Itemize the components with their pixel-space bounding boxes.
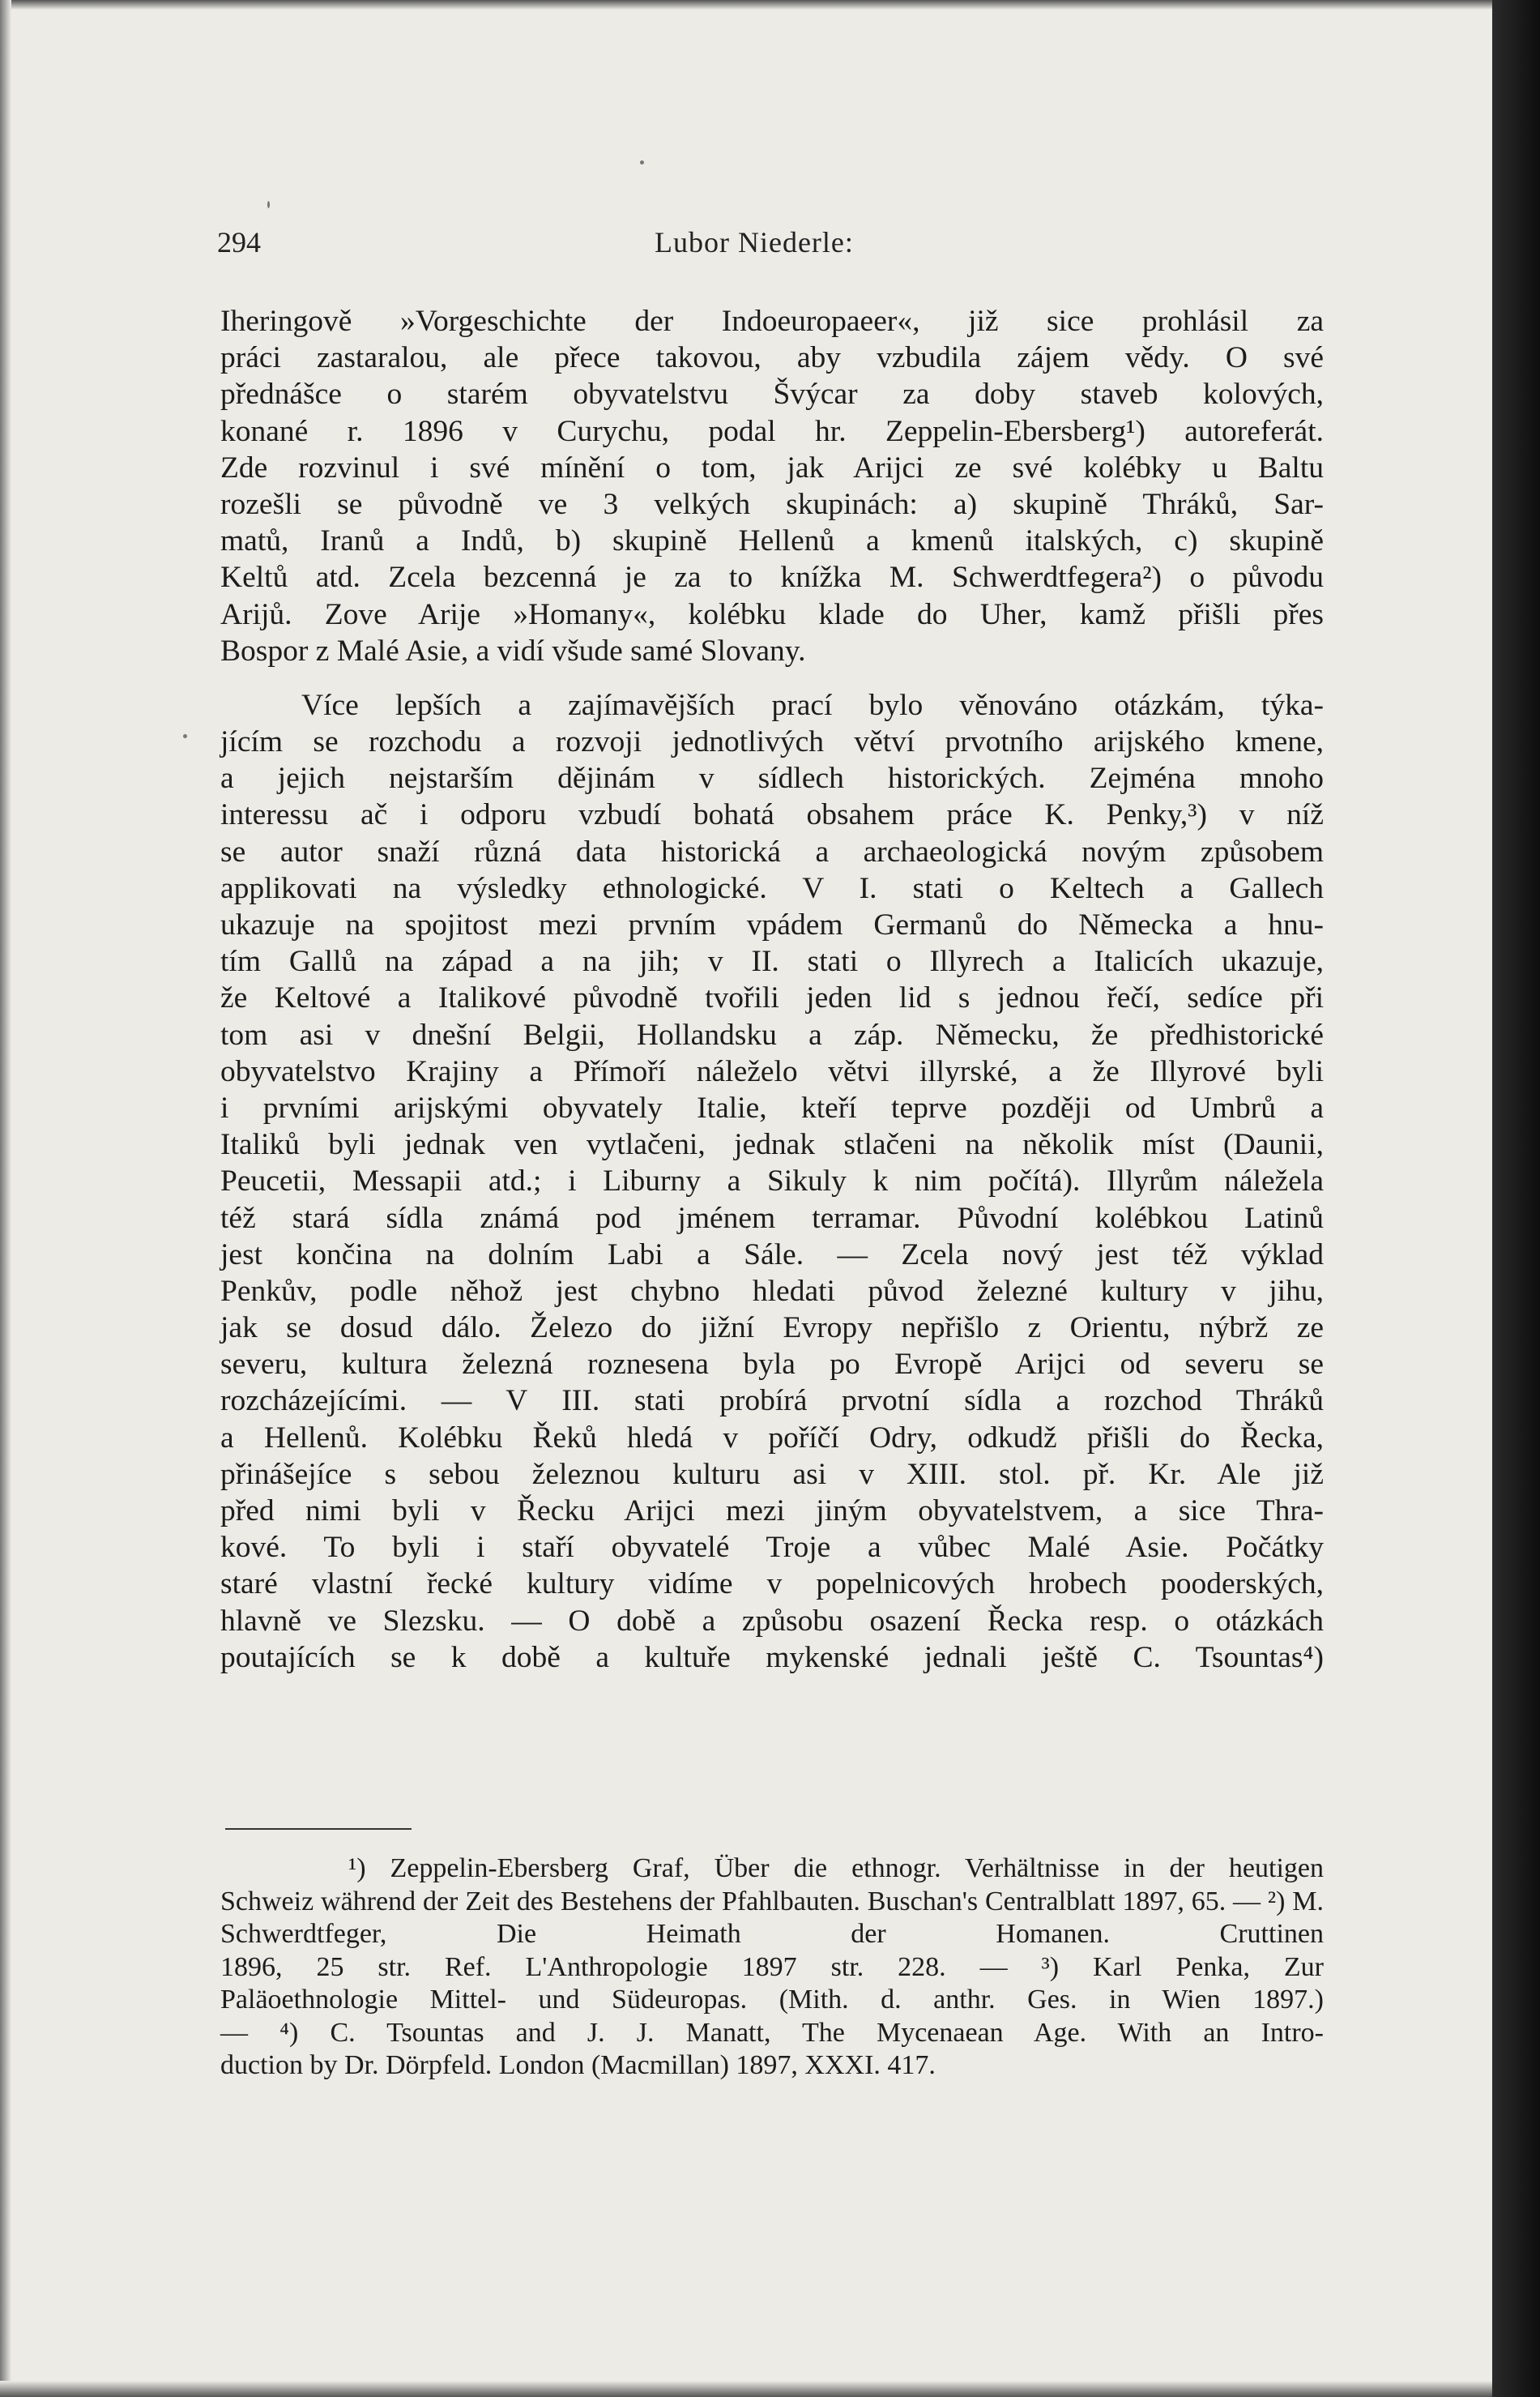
text-line: Italiků byli jednak ven vytlačeni, jednak stlačeni na několik míst (Daunii, [220, 1128, 1324, 1162]
text-line: Zde rozvinul i své mínění o tom, jak Arijci ze své kolébky u Baltu [220, 451, 1324, 485]
text-line: Arijů. Zove Arije »Homany«, kolébku klade do Uher, kamž přišli přes [220, 597, 1324, 631]
text-line: Peucetii, Messapii atd.; i Liburny a Sikuly k nim počítá). Illyrům náležela [220, 1164, 1324, 1198]
footnote-line: ¹) Zeppelin-Ebersberg Graf, Über die ethnogr. Verhältnisse in der heutigen [348, 1853, 1324, 1883]
text-line: jícím se rozchodu a rozvoji jednotlivých větví prvotního arijského kmene, [220, 725, 1324, 759]
footnote-line: 1896, 25 str. Ref. L'Anthropologie 1897 str. 228. — ³) Karl Penka, Zur [220, 1951, 1324, 1982]
text-line: tom asi v dnešní Belgii, Hollandsku a záp. Německu, že předhistorické [220, 1018, 1324, 1052]
text-line: jest končina na dolním Labi a Sále. — Zcela nový jest též výklad [220, 1237, 1324, 1271]
scan-speck [183, 734, 187, 738]
text-line: se autor snaží různá data historická a archaeologická novým způsobem [220, 835, 1324, 869]
text-line: a Hellenů. Kolébku Řeků hledá v poříčí Odry, odkudž přišli do Řecka, [220, 1421, 1324, 1455]
text-line: že Keltové a Italikové původně tvořili jeden lid s jednou řečí, sedíce při [220, 981, 1324, 1015]
page-header [217, 225, 1327, 266]
footnote-line: Paläoethnologie Mittel- und Südeuropas. (Mith. d. anthr. Ges. in Wien 1897.) [220, 1985, 1324, 2015]
scan-border-bottom [0, 2381, 1492, 2397]
scan-speck [267, 201, 270, 208]
scan-border-top [0, 0, 1492, 10]
text-line: přednášce o starém obyvatelstvu Švýcar za doby staveb kolových, [220, 378, 1324, 412]
text-line: a jejich nejstarším dějinám v sídlech historických. Zejména mnoho [220, 762, 1324, 796]
footnote-line: — ⁴) C. Tsountas and J. J. Manatt, The Mycenaean Age. With an Intro- [220, 2017, 1324, 2048]
footnotes [220, 1852, 1324, 2083]
footnote-line: duction by Dr. Dörpfeld. London (Macmillan) 1897, XXXI. 417. [220, 2050, 936, 2080]
text-line: rozešli se původně ve 3 velkých skupinách: a) skupině Thráků, Sar- [220, 487, 1324, 521]
text-line: obyvatelstvo Krajiny a Přímoří náleželo větvi illyrské, a že Illyrové byli [220, 1054, 1324, 1088]
footnote-separator [225, 1828, 412, 1830]
text-line: hlavně ve Slezsku. — O době a způsobu osazení Řecka resp. o otázkách [220, 1604, 1324, 1638]
text-line: interessu ač i odporu vzbudí bohatá obsahem práce K. Penky,³) v níž [220, 798, 1324, 832]
paragraph-gap [220, 669, 1324, 687]
footnote-line: Schweiz während der Zeit des Bestehens der Pfahlbauten. Buschan's Centralblatt 1897, 65. — ²) M. Schwerdtfeger, Die Heimath der Homanen. Cruttinen [220, 1886, 1324, 1949]
text-line: Více lepších a zajímavějších prací bylo věnováno otázkám, týka- [301, 688, 1324, 722]
text-line: Penkův, podle něhož jest chybno hledati původ železné kultury v jihu, [220, 1274, 1324, 1308]
text-line: též stará sídla známá pod jménem terramar. Původní kolébkou Latinů [220, 1201, 1324, 1235]
text-line: Iheringově »Vorgeschichte der Indoeuropaeer«, již sice prohlásil za [220, 305, 1324, 338]
text-line: přinášejíce s sebou železnou kulturu asi v XIII. stol. př. Kr. Ale již [220, 1457, 1324, 1491]
text-line: před nimi byli v Řecku Arijci mezi jiným obyvatelstvem, a sice Thra- [220, 1494, 1324, 1528]
text-line: Keltů atd. Zcela bezcenná je za to knížka M. Schwerdtfegera²) o původu [220, 561, 1324, 595]
main-text [220, 303, 1324, 1676]
scan-speck [640, 160, 644, 164]
text-line: Bospor z Malé Asie, a vidí všude samé Slovany. [220, 634, 806, 668]
text-line: staré vlastní řecké kultury vidíme v popelnicových hrobech pooderských, [220, 1567, 1324, 1601]
text-line: práci zastaralou, ale přece takovou, aby vzbudila zájem vědy. O své [220, 341, 1324, 375]
text-line: poutajících se k době a kultuře mykenské jednali ještě C. Tsountas⁴) [220, 1640, 1324, 1674]
text-line: kové. To byli i staří obyvatelé Troje a vůbec Malé Asie. Počátky [220, 1531, 1324, 1565]
scan-border-left [0, 0, 11, 2397]
text-line: ukazuje na spojitost mezi prvním vpádem Germanů do Německa a hnu- [220, 908, 1324, 942]
page-number: 294 [217, 226, 261, 258]
text-line: matů, Iranů a Indů, b) skupině Hellenů a kmenů italských, c) skupině [220, 524, 1324, 558]
text-line: tím Gallů na západ a na jih; v II. stati o Illyrech a Italicích ukazuje, [220, 945, 1324, 979]
text-line: konané r. 1896 v Curychu, podal hr. Zeppelin-Ebersberg¹) autoreferát. [220, 414, 1324, 448]
text-line: severu, kultura železná roznesena byla po Evropě Arijci od severu se [220, 1348, 1324, 1382]
running-head: Lubor Niederle: [655, 226, 854, 258]
scan-border-right [1492, 0, 1540, 2397]
text-line: applikovati na výsledky ethnologické. V I. stati o Keltech a Gallech [220, 871, 1324, 905]
text-line: rozcházejícími. — V III. stati probírá prvotní sídla a rozchod Thráků [220, 1384, 1324, 1418]
text-line: i prvními arijskými obyvately Italie, kteří teprve později od Umbrů a [220, 1091, 1324, 1125]
text-line: jak se dosud dálo. Železo do jižní Evropy nepřišlo z Orientu, nýbrž ze [220, 1311, 1324, 1345]
